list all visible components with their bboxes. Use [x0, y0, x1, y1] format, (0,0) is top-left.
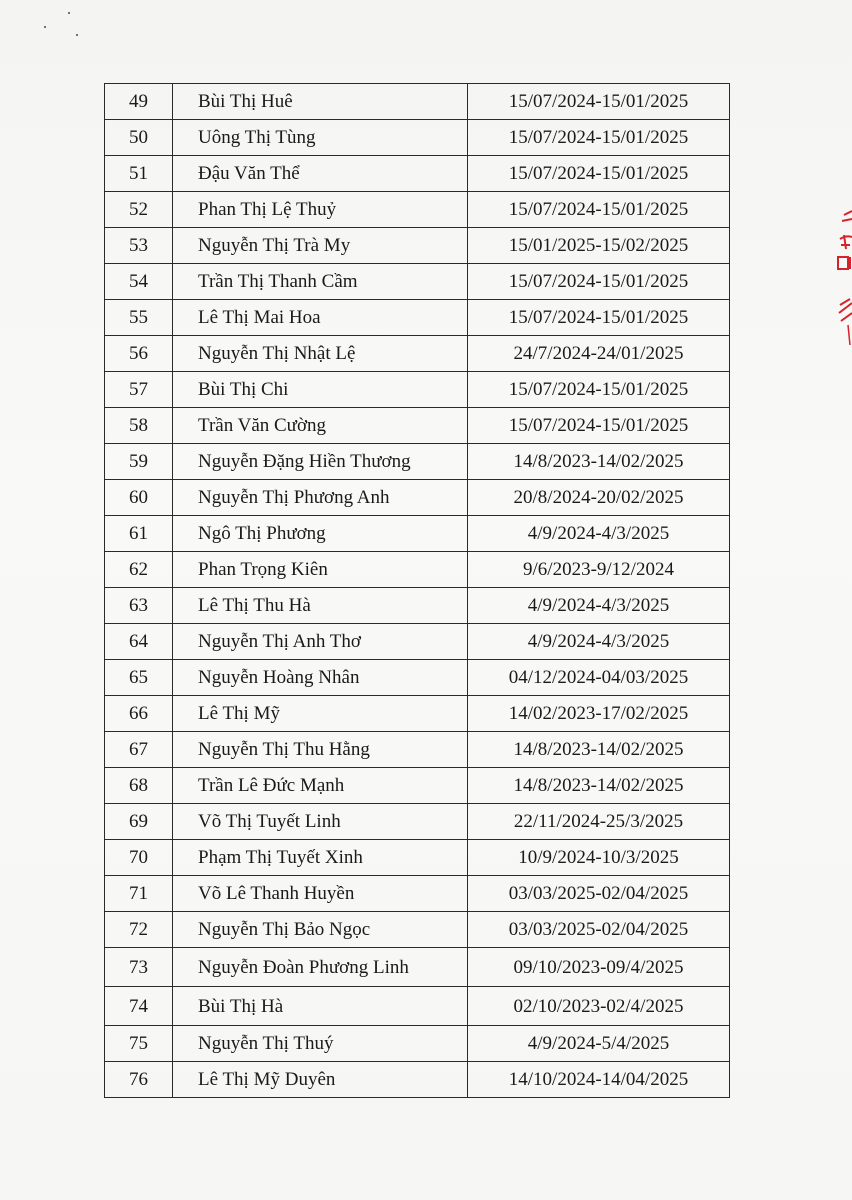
row-number: 51 [105, 156, 173, 192]
row-number: 71 [105, 876, 173, 912]
row-period: 4/9/2024-4/3/2025 [468, 516, 730, 552]
row-name: Lê Thị Thu Hà [173, 588, 468, 624]
row-period: 03/03/2025-02/04/2025 [468, 876, 730, 912]
row-period: 09/10/2023-09/4/2025 [468, 948, 730, 987]
row-period: 15/07/2024-15/01/2025 [468, 156, 730, 192]
row-name: Trần Thị Thanh Cầm [173, 264, 468, 300]
row-name: Đậu Văn Thể [173, 156, 468, 192]
row-name: Nguyễn Thị Nhật Lệ [173, 336, 468, 372]
table-row [105, 336, 730, 372]
row-name: Nguyễn Hoàng Nhân [173, 660, 468, 696]
row-name: Nguyễn Thị Bảo Ngọc [173, 912, 468, 948]
row-period: 15/07/2024-15/01/2025 [468, 120, 730, 156]
row-period: 15/07/2024-15/01/2025 [468, 192, 730, 228]
row-number: 53 [105, 228, 173, 264]
row-name: Ngô Thị Phương [173, 516, 468, 552]
row-name: Võ Lê Thanh Huyền [173, 876, 468, 912]
row-period: 9/6/2023-9/12/2024 [468, 552, 730, 588]
row-number: 76 [105, 1062, 173, 1098]
row-number: 54 [105, 264, 173, 300]
row-period: 15/01/2025-15/02/2025 [468, 228, 730, 264]
row-number: 55 [105, 300, 173, 336]
row-period: 14/02/2023-17/02/2025 [468, 696, 730, 732]
table-row [105, 192, 730, 228]
table-row [105, 876, 730, 912]
row-number: 65 [105, 660, 173, 696]
row-name: Phạm Thị Tuyết Xinh [173, 840, 468, 876]
table-row [105, 300, 730, 336]
table-row [105, 444, 730, 480]
table-row [105, 1062, 730, 1098]
row-number: 49 [105, 84, 173, 120]
row-number: 74 [105, 987, 173, 1026]
row-name: Bùi Thị Hà [173, 987, 468, 1026]
row-number: 73 [105, 948, 173, 987]
row-period: 15/07/2024-15/01/2025 [468, 84, 730, 120]
table-row [105, 624, 730, 660]
row-period: 15/07/2024-15/01/2025 [468, 264, 730, 300]
row-number: 58 [105, 408, 173, 444]
table-row [105, 912, 730, 948]
row-period: 10/9/2024-10/3/2025 [468, 840, 730, 876]
table-row [105, 732, 730, 768]
table-row [105, 804, 730, 840]
table-row [105, 480, 730, 516]
row-name: Phan Trọng Kiên [173, 552, 468, 588]
scan-specks [40, 10, 80, 40]
row-period: 15/07/2024-15/01/2025 [468, 372, 730, 408]
row-name: Nguyễn Thị Thu Hằng [173, 732, 468, 768]
row-number: 52 [105, 192, 173, 228]
row-period: 14/10/2024-14/04/2025 [468, 1062, 730, 1098]
table-row [105, 1026, 730, 1062]
row-period: 14/8/2023-14/02/2025 [468, 444, 730, 480]
row-number: 70 [105, 840, 173, 876]
row-period: 4/9/2024-4/3/2025 [468, 624, 730, 660]
row-name: Lê Thị Mai Hoa [173, 300, 468, 336]
table-row [105, 987, 730, 1026]
row-number: 69 [105, 804, 173, 840]
row-name: Nguyễn Thị Phương Anh [173, 480, 468, 516]
row-number: 67 [105, 732, 173, 768]
row-period: 14/8/2023-14/02/2025 [468, 768, 730, 804]
row-number: 64 [105, 624, 173, 660]
table-row [105, 660, 730, 696]
table-row [105, 516, 730, 552]
row-name: Lê Thị Mỹ [173, 696, 468, 732]
row-name: Trần Văn Cường [173, 408, 468, 444]
row-period: 24/7/2024-24/01/2025 [468, 336, 730, 372]
table-row [105, 768, 730, 804]
table-row [105, 84, 730, 120]
row-number: 59 [105, 444, 173, 480]
table-row [105, 408, 730, 444]
table-row [105, 588, 730, 624]
row-name: Nguyễn Thị Anh Thơ [173, 624, 468, 660]
row-name: Võ Thị Tuyết Linh [173, 804, 468, 840]
seal-edge-graphic [828, 205, 852, 355]
row-name: Lê Thị Mỹ Duyên [173, 1062, 468, 1098]
row-period: 4/9/2024-5/4/2025 [468, 1026, 730, 1062]
row-name: Nguyễn Thị Thuý [173, 1026, 468, 1062]
row-name: Nguyễn Đoàn Phương Linh [173, 948, 468, 987]
row-name: Bùi Thị Huê [173, 84, 468, 120]
row-number: 61 [105, 516, 173, 552]
row-name: Trần Lê Đức Mạnh [173, 768, 468, 804]
row-number: 62 [105, 552, 173, 588]
personnel-table-body [105, 84, 730, 1098]
table-row [105, 156, 730, 192]
row-period: 03/03/2025-02/04/2025 [468, 912, 730, 948]
row-period: 20/8/2024-20/02/2025 [468, 480, 730, 516]
row-period: 22/11/2024-25/3/2025 [468, 804, 730, 840]
table-row [105, 840, 730, 876]
row-number: 50 [105, 120, 173, 156]
table-row [105, 552, 730, 588]
row-number: 72 [105, 912, 173, 948]
row-number: 63 [105, 588, 173, 624]
table-row [105, 264, 730, 300]
row-number: 75 [105, 1026, 173, 1062]
table-row [105, 948, 730, 987]
row-period: 04/12/2024-04/03/2025 [468, 660, 730, 696]
table-row [105, 228, 730, 264]
red-seal-fragment [828, 205, 852, 355]
row-name: Uông Thị Tùng [173, 120, 468, 156]
row-number: 68 [105, 768, 173, 804]
row-period: 02/10/2023-02/4/2025 [468, 987, 730, 1026]
personnel-table [104, 83, 730, 1098]
table-row [105, 696, 730, 732]
row-period: 15/07/2024-15/01/2025 [468, 408, 730, 444]
row-number: 57 [105, 372, 173, 408]
row-name: Phan Thị Lệ Thuỷ [173, 192, 468, 228]
table-row [105, 372, 730, 408]
row-number: 66 [105, 696, 173, 732]
row-name: Bùi Thị Chi [173, 372, 468, 408]
row-number: 60 [105, 480, 173, 516]
row-name: Nguyễn Thị Trà My [173, 228, 468, 264]
row-number: 56 [105, 336, 173, 372]
row-period: 14/8/2023-14/02/2025 [468, 732, 730, 768]
row-period: 15/07/2024-15/01/2025 [468, 300, 730, 336]
row-name: Nguyễn Đặng Hiền Thương [173, 444, 468, 480]
table-row [105, 120, 730, 156]
row-period: 4/9/2024-4/3/2025 [468, 588, 730, 624]
